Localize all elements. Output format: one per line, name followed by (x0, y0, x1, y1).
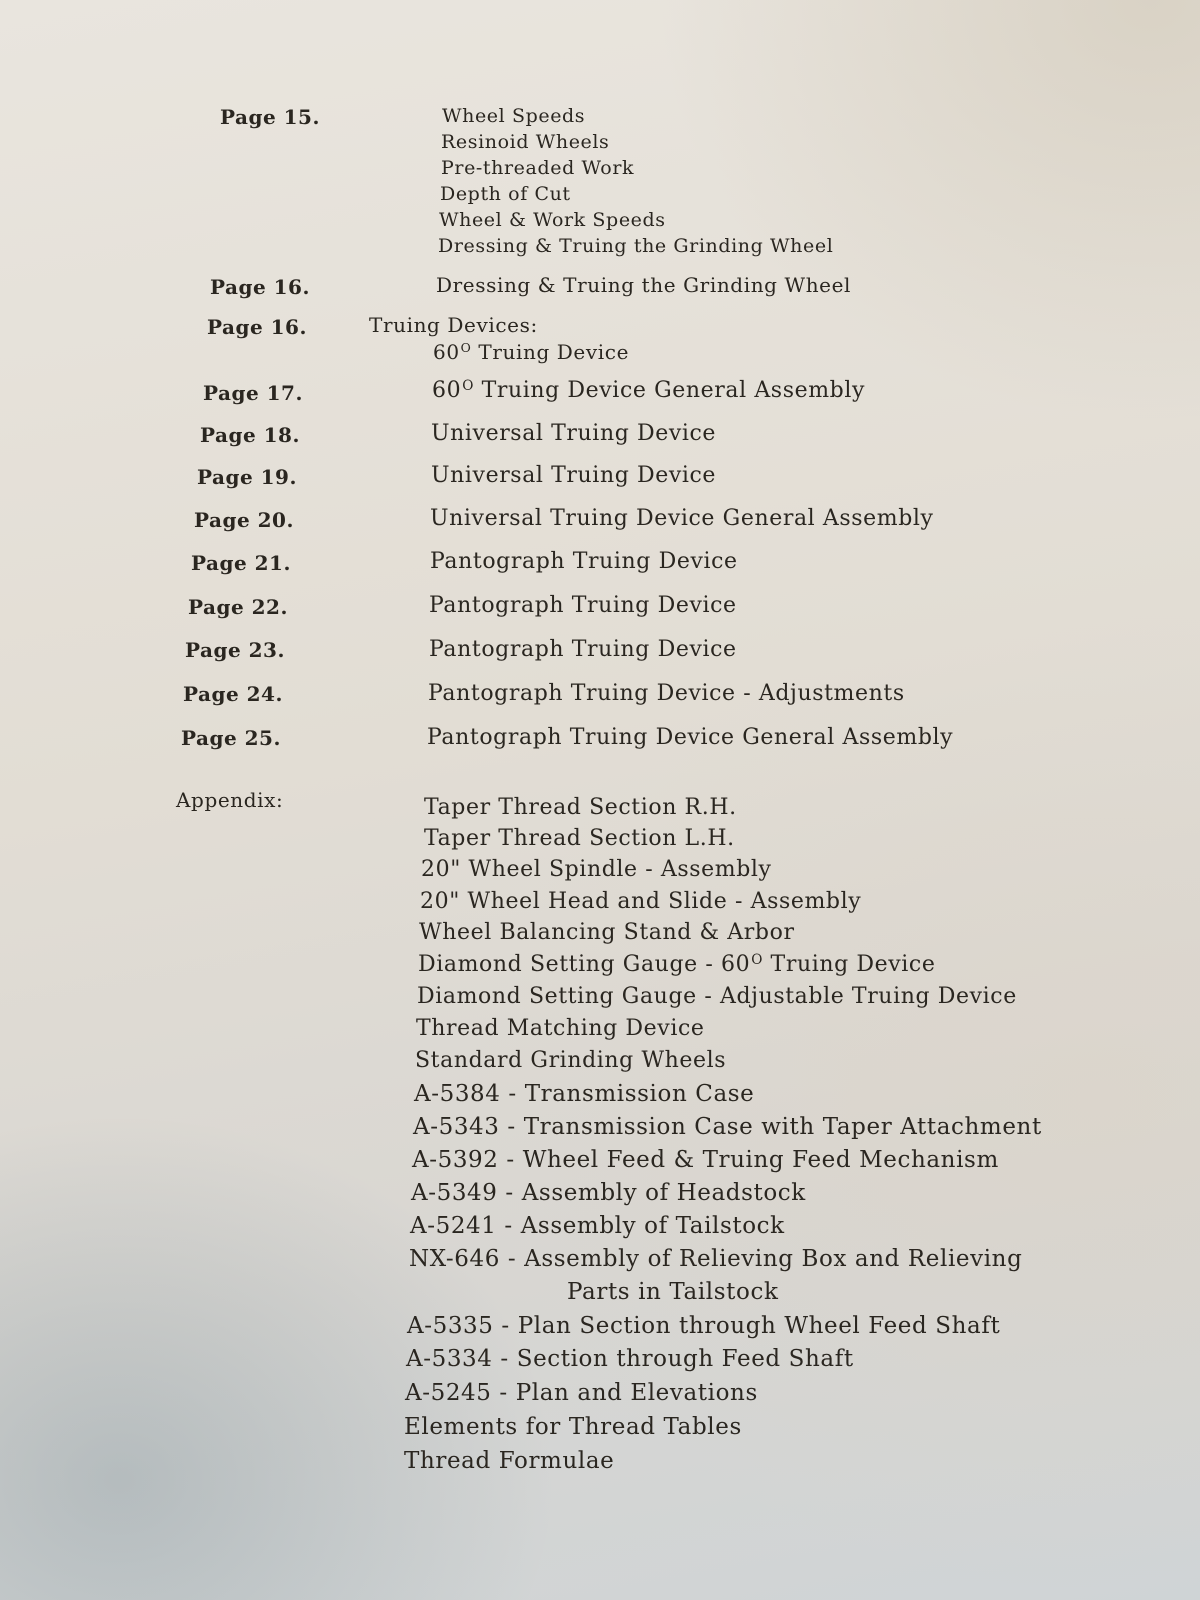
toc-entry (433, 340, 629, 364)
toc-entry (432, 378, 865, 403)
appendix-item: A-5392 - Wheel Feed & Truing Feed Mechanism (412, 1147, 999, 1173)
appendix-item: A-5335 - Plan Section through Wheel Feed Shaft (407, 1313, 1001, 1339)
toc-entry: Pre-threaded Work (441, 157, 635, 179)
toc-entry: Pantograph Truing Device General Assembly (427, 725, 954, 750)
appendix-item: A-5384 - Transmission Case (414, 1081, 755, 1107)
appendix-item: Standard Grinding Wheels (415, 1048, 727, 1073)
page-label: Page 21. (191, 551, 291, 575)
degree-mark: O (751, 951, 763, 968)
toc-entry: Universal Truing Device General Assembly (430, 506, 934, 531)
appendix-item: A-5343 - Transmission Case with Taper Attachment (413, 1114, 1042, 1140)
appendix-item: NX-646 - Assembly of Relieving Box and Relieving (409, 1246, 1023, 1272)
page-label: Page 23. (185, 638, 285, 662)
page-label: Page 24. (183, 682, 283, 706)
toc-entry: Dressing & Truing the Grinding Wheel (438, 235, 834, 257)
appendix-label: Appendix: (176, 788, 284, 812)
appendix-item: Diamond Setting Gauge - Adjustable Truing Device (417, 984, 1017, 1009)
appendix-item: A-5349 - Assembly of Headstock (411, 1180, 806, 1206)
toc-entry: Pantograph Truing Device - Adjustments (428, 681, 905, 706)
appendix-item: Wheel Balancing Stand & Arbor (419, 920, 795, 945)
page-label: Page 25. (181, 726, 281, 750)
appendix-item-text: Diamond Setting Gauge - 60 (418, 952, 751, 977)
appendix-item: Taper Thread Section L.H. (424, 826, 735, 851)
appendix-item: A-5334 - Section through Feed Shaft (406, 1346, 854, 1372)
toc-entry: Wheel Speeds (442, 105, 586, 127)
toc-entry: Universal Truing Device (431, 421, 717, 446)
appendix-item-text: Truing Device (762, 952, 936, 977)
page-label: Page 17. (203, 381, 303, 405)
toc-entry: Pantograph Truing Device (429, 593, 737, 618)
page-label: Page 15. (220, 105, 320, 129)
page-label: Page 19. (197, 465, 297, 489)
toc-entry: Depth of Cut (440, 183, 571, 205)
toc-entry: Pantograph Truing Device (430, 549, 738, 574)
appendix-item (418, 952, 935, 977)
appendix-item: Parts in Tailstock (567, 1279, 779, 1305)
page-label: Page 22. (188, 595, 288, 619)
appendix-item: A-5245 - Plan and Elevations (405, 1380, 758, 1406)
toc-entry: Pantograph Truing Device (429, 637, 737, 662)
toc-entry: Wheel & Work Speeds (439, 209, 666, 231)
toc-entry-text: Truing Device General Assembly (473, 378, 866, 403)
degree-mark: O (462, 377, 474, 394)
appendix-item: 20" Wheel Spindle - Assembly (421, 857, 772, 882)
page-label: Page 16. (210, 275, 310, 299)
appendix-item: Thread Formulae (404, 1448, 615, 1474)
toc-entry: Resinoid Wheels (441, 131, 610, 153)
appendix-item: Taper Thread Section R.H. (424, 795, 737, 820)
appendix-item: Elements for Thread Tables (404, 1414, 742, 1440)
toc-entry-text: Truing Device (471, 340, 630, 364)
degree-mark: O (460, 340, 472, 356)
page-label: Page 16. (207, 315, 307, 339)
appendix-item: 20" Wheel Head and Slide - Assembly (420, 889, 862, 914)
toc-entry: Universal Truing Device (431, 463, 717, 488)
page-label: Page 18. (200, 423, 300, 447)
appendix-item: A-5241 - Assembly of Tailstock (410, 1213, 785, 1239)
toc-entry-number: 60 (433, 340, 460, 364)
toc-entry-number: 60 (432, 378, 462, 403)
appendix-item: Thread Matching Device (416, 1016, 705, 1041)
toc-heading: Truing Devices: (369, 313, 538, 337)
page-label: Page 20. (194, 508, 294, 532)
toc-entry: Dressing & Truing the Grinding Wheel (436, 273, 852, 297)
